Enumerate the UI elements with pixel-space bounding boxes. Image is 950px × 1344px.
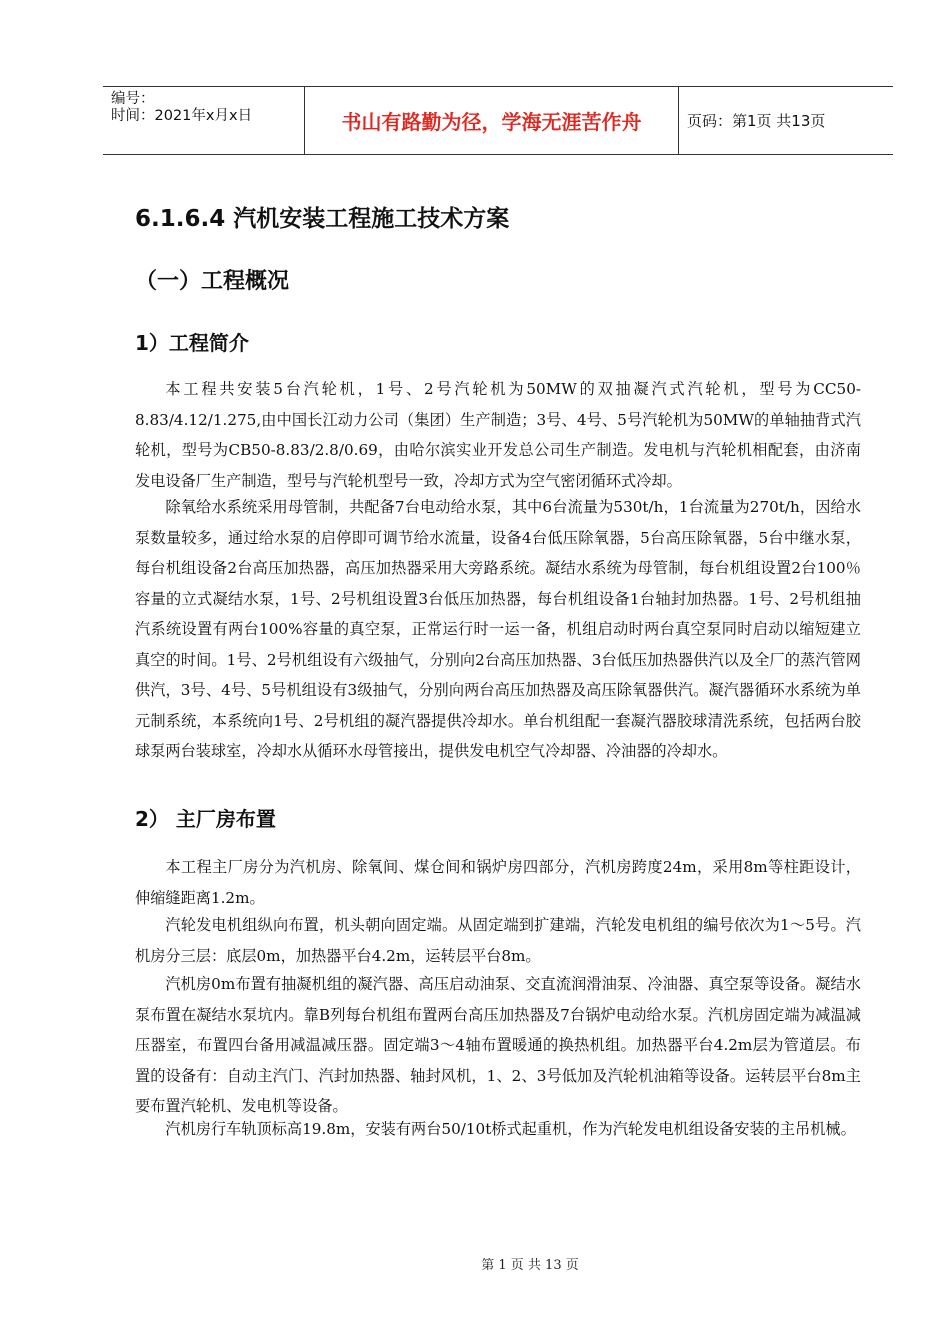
- page-footer: [0, 1254, 950, 1273]
- paragraph: 汽机房0m布置有抽凝机组的凝汽器、高压启动油泵、交直流润滑油泵、冷油器、真空泵等设备。凝结水泵布置在凝结水泵坑内。靠B列每台机组布置两台高压加热器及7台锅炉电动给水泵。汽机房固定端为减温减压器室，布置四台备用减温减压器。固定端3～4轴布置暖通的换热机组。加热器平台4.2m层为管道层。布置的设备有：自动主汽门、汽封加热器、轴封风机，1、2、3号低加及汽轮机油箱等设备。运转层平台8m主要布置汽轮机、发电机等设备。: [135, 975, 861, 1115]
- footer-page-number: 第 1 页 共 13 页: [481, 1258, 579, 1273]
- subsection-heading-intro: 1）工程简介: [135, 331, 249, 355]
- section-heading: （一）工程概况: [135, 269, 290, 294]
- page-header: [103, 86, 893, 155]
- header-page-info: 页码：第1页 共13页: [687, 112, 826, 130]
- paragraph: 本工程共安装5台汽轮机，1号、2号汽轮机为50MW的双抽凝汽式汽轮机，型号为CC50-8.83/4.12/1.275,由中国长江动力公司（集团）生产制造；3号、4号、5号汽轮机为50MW的单轴抽背式汽轮机，型号为CB50-8.83/2.8/0.69，由哈尔滨实业开发总公司生产制造。发电机与汽轮机相配套，由济南发电设备厂生产制造，型号与汽轮机型号一致，冷却方式为空气密闭循环式冷却。: [135, 380, 861, 490]
- header-left-cell: [103, 87, 304, 154]
- subsection-heading-layout: 2） 主厂房布置: [135, 807, 276, 831]
- paragraph: 汽机房行车轨顶标高19.8m，安装有两台50/10t桥式起重机，作为汽轮发电机组设备安装的主吊机械。: [165, 1120, 856, 1138]
- paragraph: 除氧给水系统采用母管制，共配备7台电动给水泵，其中6台流量为530t/h，1台流量为270t/h，因给水泵数量较多，通过给水泵的启停即可调节给水流量，设备4台低压除氧器，5台高压除氧器，5台中继水泵，每台机组设备2台高压加热器，高压加热器采用大旁路系统。凝结水系统为母管制，每台机组设置2台100％容量的立式凝结水泵，1号、2号机组设置3台低压加热器，每台机组设备1台轴封加热器。1号、2号机组抽汽系统设置有两台100%容量的真空泵，正常运行时一运一备，机组启动时两台真空泵同时启动以缩短建立真空的时间。1号、2号机组设有六级抽气，分别向2台高压加热器、3台低压加热器供汽以及全厂的蒸汽管网供汽，3号、4号、5号机组设有3级抽气，分别向两台高压加热器及高压除氧器供汽。凝汽器循环水系统为单元制系统，本系统向1号、2号机组的凝汽器提供冷却水。单台机组配一套凝汽器胶球清洗系统，包括两台胶球泵两台装球室，冷却水从循环水母管接出，提供发电机空气冷却器、冷油器的冷却水。: [135, 498, 861, 760]
- number-label: 编号：: [111, 91, 155, 107]
- paragraph: 汽轮发电机组纵向布置，机头朝向固定端。从固定端到扩建端，汽轮发电机组的编号依次为1～5号。汽机房分三层：底层0m，加热器平台4.2m，运转层平台8m。: [135, 916, 861, 965]
- header-motto: 书山有路勤为径，学海无涯苦作舟: [304, 87, 679, 154]
- document-title: 6.1.6.4 汽机安装工程施工技术方案: [135, 206, 510, 232]
- paragraph: 本工程主厂房分为汽机房、除氧间、煤仓间和锅炉房四部分，汽机房跨度24m，采用8m等柱距设计，伸缩缝距离1.2m。: [135, 858, 861, 907]
- time-label: 时间：2021年x月x日: [111, 108, 253, 124]
